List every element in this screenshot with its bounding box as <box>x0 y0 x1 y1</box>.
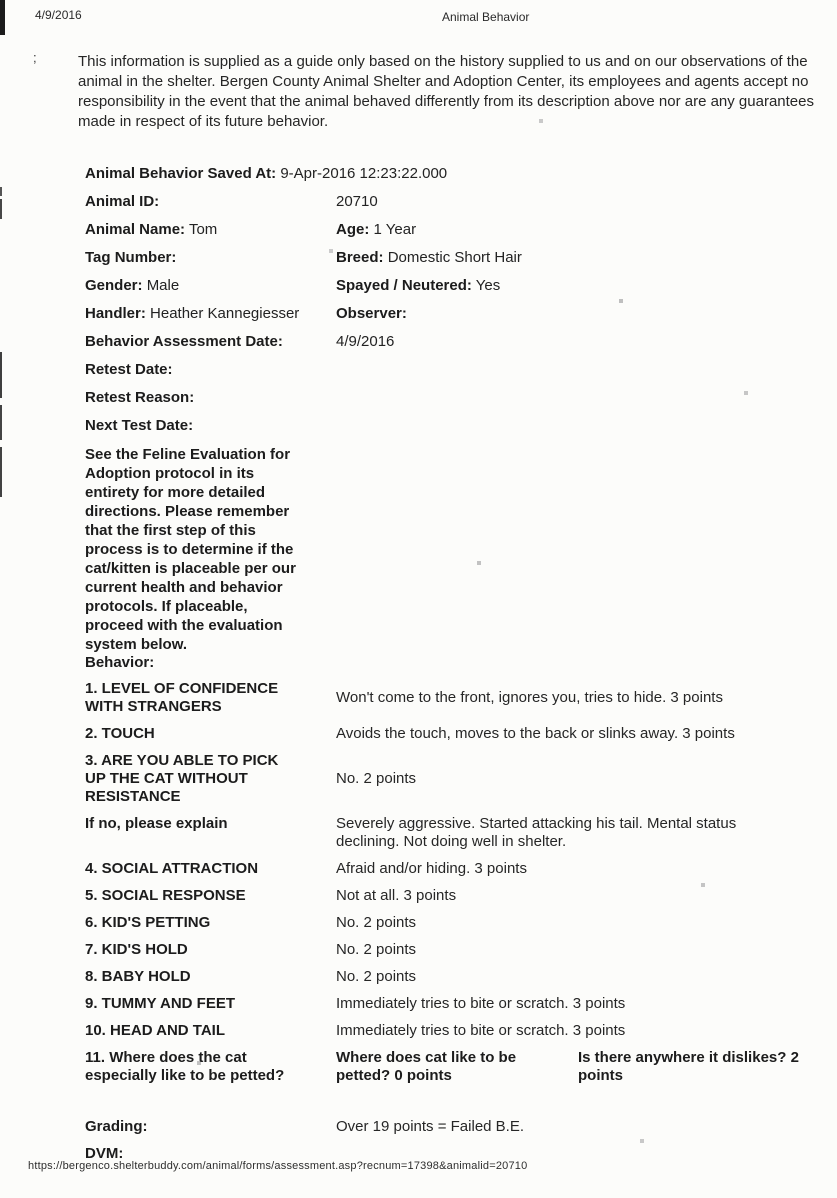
behavior-item-value: No. 2 points <box>336 941 417 958</box>
breed-label: Breed: <box>336 249 384 266</box>
petted-answer: Where does cat like to be petted? 0 points <box>336 1049 517 1084</box>
behavior-item-label: 7. KID'S HOLD <box>85 941 188 958</box>
field-row-saved-at <box>85 165 825 183</box>
behavior-item-if-no-explain <box>85 815 825 851</box>
behavior-item-value: Avoids the touch, moves to the back or slinks away. 3 points <box>336 725 735 742</box>
behavior-item-6 <box>85 914 825 932</box>
behavior-item-value: Severely aggressive. Started attacking his tail. Mental status declining. Not doing well in shelter. <box>336 815 737 850</box>
field-row-retest-date <box>85 361 825 379</box>
handler-value: Heather Kannegiesser <box>150 305 300 322</box>
print-header-title: Animal Behavior <box>442 10 530 24</box>
behavior-item-2 <box>85 725 825 743</box>
scan-artifact <box>0 352 2 398</box>
behavior-item-value: Not at all. 3 points <box>336 887 457 904</box>
behavior-item-4 <box>85 860 825 878</box>
scan-artifact <box>0 199 2 219</box>
behavior-item-3 <box>85 752 825 806</box>
behavior-item-9 <box>85 995 825 1013</box>
scan-artifact <box>0 447 2 497</box>
animal-name-label: Animal Name: <box>85 221 186 238</box>
animal-id-value: 20710 <box>336 193 378 210</box>
field-row-assessment-date <box>85 333 825 351</box>
field-row-retest-reason <box>85 389 825 407</box>
next-test-date-label: Next Test Date: <box>85 417 194 434</box>
field-row-animal-id <box>85 193 825 211</box>
form-content <box>85 165 825 1172</box>
scan-speckles <box>0 0 2 2</box>
behavior-item-10 <box>85 1022 825 1040</box>
behavior-item-value: No. 2 points <box>336 968 417 985</box>
scan-artifact <box>0 405 2 440</box>
field-row-name-age <box>85 221 825 239</box>
behavior-item-value: Won't come to the front, ignores you, tries to hide. 3 points <box>336 689 723 706</box>
behavior-item-label: 10. HEAD AND TAIL <box>85 1022 226 1039</box>
tag-number-label: Tag Number: <box>85 249 177 266</box>
field-row-gender-spayed <box>85 277 825 295</box>
saved-at-value: 9-Apr-2016 12:23:22.000 <box>280 165 448 182</box>
field-row-tag-breed <box>85 249 825 267</box>
grading-row <box>85 1118 825 1136</box>
dvm-label: DVM: <box>85 1145 124 1162</box>
dislikes-answer: Is there anywhere it dislikes? 2 points <box>578 1049 799 1084</box>
behavior-item-label: 5. SOCIAL RESPONSE <box>85 887 246 904</box>
behavior-item-value: Immediately tries to bite or scratch. 3 points <box>336 995 626 1012</box>
grading-label: Grading: <box>85 1118 148 1135</box>
scan-artifact <box>0 0 5 35</box>
behavior-item-5 <box>85 887 825 905</box>
footer-url: https://bergenco.shelterbuddy.com/animal/forms/assessment.asp?recnum=17398&animalid=20710 <box>28 1160 528 1172</box>
age-value: 1 Year <box>373 221 417 238</box>
behavior-item-label: 9. TUMMY AND FEET <box>85 995 236 1012</box>
behavior-heading: Behavior: <box>85 654 155 671</box>
spayed-neutered-value: Yes <box>475 277 501 294</box>
animal-id-label: Animal ID: <box>85 193 160 210</box>
behavior-item-11 <box>85 1049 825 1085</box>
animal-name-value: Tom <box>188 221 218 238</box>
gender-label: Gender: <box>85 277 143 294</box>
behavior-item-8 <box>85 968 825 986</box>
breed-value: Domestic Short Hair <box>387 249 522 266</box>
behavior-item-label: 3. ARE YOU ABLE TO PICK UP THE CAT WITHOUT RESISTANCE <box>85 752 279 805</box>
behavior-item-label: 2. TOUCH <box>85 725 155 742</box>
protocol-note: See the Feline Evaluation for Adoption protocol in its entirety for more detailed directions. Please remember that the first step of this process is to determine if the cat/kitten is placeable per our current health and behavior protocols. If placeable, proceed with the evaluation system below. <box>85 446 296 653</box>
observer-label: Observer: <box>336 305 407 322</box>
gender-value: Male <box>146 277 180 294</box>
behavior-item-label: 8. BABY HOLD <box>85 968 191 985</box>
print-header-date: 4/9/2016 <box>35 8 82 22</box>
behavior-item-label: If no, please explain <box>85 815 228 832</box>
grading-value: Over 19 points = Failed B.E. <box>336 1118 525 1135</box>
behavior-item-label: 1. LEVEL OF CONFIDENCE WITH STRANGERS <box>85 680 279 715</box>
behavior-item-label: 4. SOCIAL ATTRACTION <box>85 860 259 877</box>
disclaimer-paragraph: This information is supplied as a guide only based on the history supplied to us and on our observations of the animal in the shelter. Bergen County Animal Shelter and Adoption Center, its employees and agents accept no responsibility in the event that the animal behaved differently from its description above nor are any guarantees made in respect of its future behavior. <box>78 53 814 130</box>
behavior-item-value: Immediately tries to bite or scratch. 3 points <box>336 1022 626 1039</box>
behavior-item-value: No. 2 points <box>336 770 417 787</box>
scan-artifact <box>0 187 2 196</box>
behavior-item-label: 11. Where does the cat especially like to be petted? <box>85 1049 285 1084</box>
saved-at-label: Animal Behavior Saved At: <box>85 165 277 182</box>
spayed-neutered-label: Spayed / Neutered: <box>336 277 472 294</box>
behavior-item-value: No. 2 points <box>336 914 417 931</box>
assessment-date-label: Behavior Assessment Date: <box>85 333 283 350</box>
behavior-item-label: 6. KID'S PETTING <box>85 914 211 931</box>
age-label: Age: <box>336 221 370 238</box>
retest-date-label: Retest Date: <box>85 361 173 378</box>
assessment-date-value: 4/9/2016 <box>336 333 395 350</box>
scan-mark: ; <box>33 50 37 65</box>
field-row-handler-observer <box>85 305 825 323</box>
retest-reason-label: Retest Reason: <box>85 389 195 406</box>
behavior-item-1 <box>85 680 825 716</box>
behavior-item-7 <box>85 941 825 959</box>
field-row-next-test-date <box>85 417 825 435</box>
handler-label: Handler: <box>85 305 146 322</box>
behavior-item-value: Afraid and/or hiding. 3 points <box>336 860 527 877</box>
